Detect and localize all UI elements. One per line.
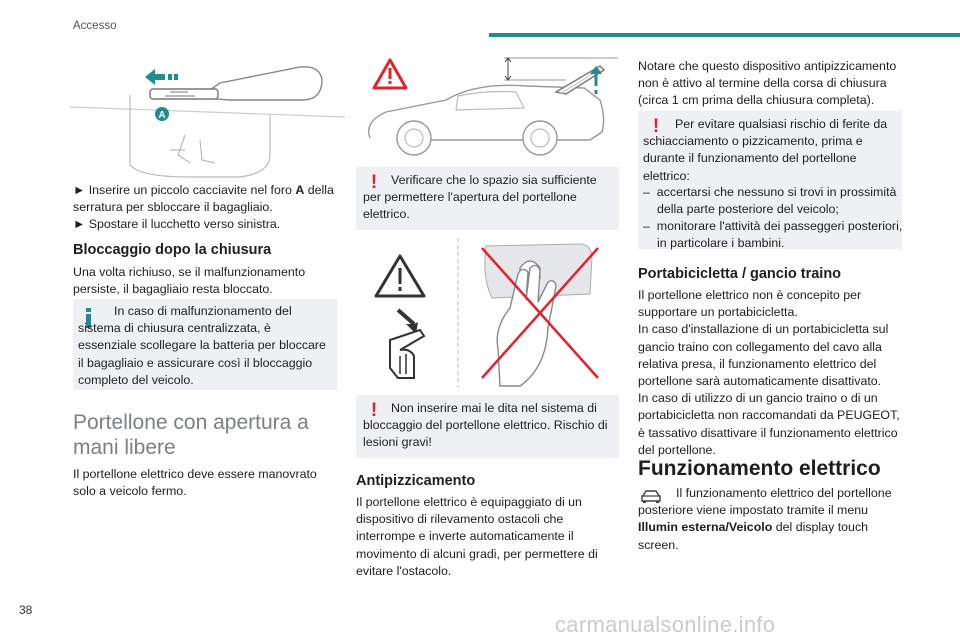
warning-triangle-icon [374, 60, 406, 88]
warning-exclamation-icon: ! [370, 172, 378, 193]
lock-screwdriver-illustration [70, 55, 350, 180]
warning-pinch-item-1: – accertarsi che nessuno si trovi in prossimità della parte posteriore del veicolo; [643, 185, 897, 217]
warning-space-text: Verificare che lo spazio sia sufficiente per permettere l'apertura del portellone elettrico. [363, 173, 597, 222]
hand-press-icon [390, 310, 424, 378]
step-2: ► Spostare il lucchetto verso sinistra. [73, 217, 281, 232]
warning-fingers-box [356, 395, 619, 458]
anti-pinch-note: Notare che questo dispositivo antipizzicamento non è attivo al termine della corsa di chiusura (circa 1 cm prima della chiusura completa). [638, 59, 897, 108]
header-accent-bar [489, 33, 960, 37]
car-tailgate-illustration [356, 52, 618, 160]
info-box-text: In caso di malfunzionamento del sistema di chiusura centralizzata, è essenziale scollegare la batteria per bloccare il bagagliaio e assicurare così il bloccaggio completo del veicolo. [78, 304, 326, 387]
info-box [73, 299, 337, 390]
page-number: 38 [19, 603, 33, 617]
warning-pinch-box [638, 111, 902, 249]
step-list [73, 182, 341, 234]
running-header: Accesso [73, 20, 117, 32]
warning-pinch-intro: Per evitare qualsiasi rischio di ferite da schiacciamento o pizzicamento, prima e durante il funzionamento del portellone elettrico: [643, 117, 888, 183]
warning-exclamation-icon: ! [370, 400, 378, 421]
lock-after-close-text: Una volta richiuso, se il malfunzionamento persiste, il bagagliaio resta bloccato. [73, 265, 306, 297]
handsfree-heading: Portellone con apertura a mani libere [73, 411, 309, 459]
bike-carrier-heading: Portabicicletta / gancio traino [638, 266, 842, 282]
electric-operation-text: Il funzionamento elettrico del portellone posteriore viene impostato tramite il menu Illumin esterna/Veicolo del display touch screen. [638, 486, 892, 552]
lock-after-close-heading: Bloccaggio dopo la chiusura [73, 242, 272, 258]
warning-pinch-item-2: – monitorare l'attività dei passeggeri posteriori, in particolare i bambini. [643, 219, 903, 251]
warning-space-box [356, 167, 619, 230]
watermark: carmanualsonline.info [555, 612, 776, 637]
warning-triangle-icon [376, 256, 424, 296]
electric-operation-heading: Funzionamento elettrico [638, 457, 881, 480]
figure-label-a: A [158, 110, 166, 121]
fingers-warning-illustration [370, 238, 610, 390]
step-1: ► Inserire un piccolo cacciavite nel foro A della serratura per sbloccare il bagagliaio. [73, 183, 334, 215]
warning-exclamation-icon: ! [652, 116, 660, 137]
anti-pinch-text: Il portellone elettrico è equipaggiato di un dispositivo di rilevamento ostacoli che interrompe e inverte automaticamente il movimento di alcuni gradi, per permettere di evitare l'ostacolo. [356, 495, 598, 578]
warning-fingers-text: Non inserire mai le dita nel sistema di bloccaggio del portellone elettrico. Rischio di lesioni gravi! [363, 401, 608, 450]
anti-pinch-heading: Antipizzicamento [356, 473, 476, 489]
handsfree-text: Il portellone elettrico deve essere manovrato solo a veicolo fermo. [73, 467, 317, 499]
bike-carrier-text: Il portellone elettrico non è concepito per supportare un portabicicletta. In caso d'installazione di un portabicicletta sul gancio traino con collegamento del cavo alla relativa presa, il funzionamento elettrico del portellone sarà automaticamente disattivato. In caso di utilizzo di un gancio traino o di un portabicicletta non raccomandati da PEUGEOT, è tassativo disattivare il funzionamento elettrico del portellone. [638, 288, 900, 457]
